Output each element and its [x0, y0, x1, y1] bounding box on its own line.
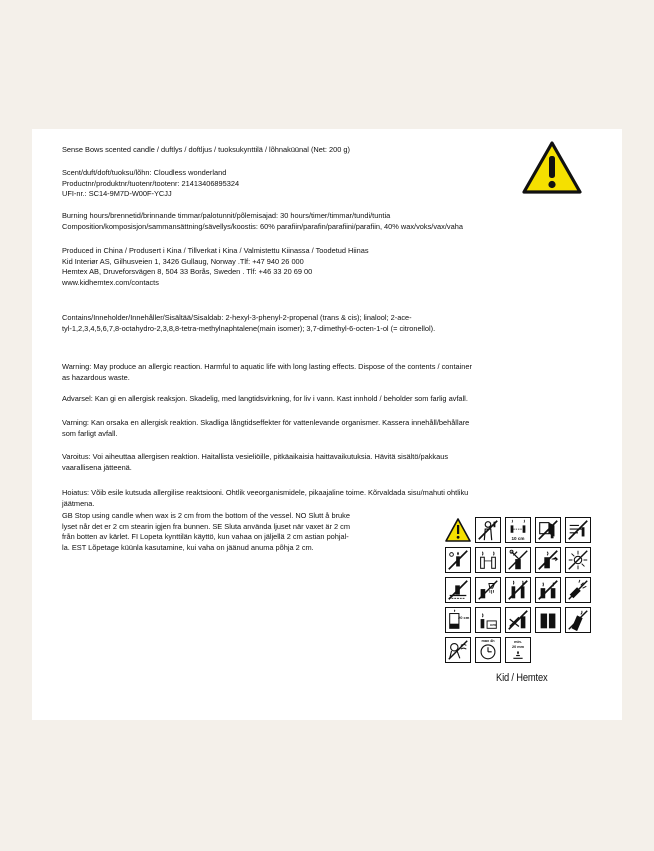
no-blow-sparks-icon — [565, 577, 591, 603]
no-draught-icon — [565, 517, 591, 543]
trim-wick-icon — [505, 547, 531, 573]
no-moving-candle-icon — [535, 547, 561, 573]
composition-line: Composition/komposisjon/sammansättning/sävellys/koostis: 60% parafiin/parafin/parafiini/parafiin, 40% wax/voks/vax/vaha — [62, 221, 463, 231]
warning-en: Warning: May produce an allergic reaction. Harmful to aquatic life with long lasting effects. Dispose of the contents / container as hazardous waste. — [62, 362, 472, 382]
no-flammable-surface-icon — [445, 577, 471, 603]
address-norway-line: Kid Interiør AS, Gilhusveien 1, 3426 Gullaug, Norway .Tlf: +47 940 26 000 — [62, 256, 304, 266]
small-warning-icon — [445, 517, 471, 543]
distance-10cm-icon: 10 cm — [505, 517, 531, 543]
identification-block — [62, 168, 592, 200]
contains-block — [62, 313, 590, 334]
min-20mm-icon: min. 20 mm — [505, 637, 531, 663]
contains-line-2: tyl-1,2,3,4,5,6,7,8-octahydro-2,3,8,8-tetra-methylnaphtalene(main isomer); 3,7-dimethyl-6-octen-1-ol (= citronellol). — [62, 323, 436, 333]
ufi-line: UFI-nr.: SC14-9M7D-W00F-YCJJ — [62, 189, 172, 199]
origin-line: Produced in China / Produsert i Kina / Tillverkat i Kina / Valmistettu Kiinassa / Toodetud Hiinas — [62, 246, 369, 255]
contains-line-1: Contains/Inneholder/Innehåller/Sisältää/Sisaldab: 2-hexyl-3-phenyl-2-propenal (trans & cis); linalool; 2-ace- — [62, 313, 412, 322]
wick-length-icon: cm — [475, 607, 501, 633]
no-water-extinguish-icon — [475, 577, 501, 603]
burning-hours-line: Burning hours/brennetid/brinnande timmar/palotunnit/põlemisajad: 30 hours/timer/timmar/tundi/tuntia — [62, 211, 391, 220]
stop-use-block: GB Stop using candle when wax is 2 cm from the bottom of the vessel. NO Slutt å bruke lyset når det er 2 cm stearin igjen fra bunnen. SE Sluta använda ljuset när vaxet är 2 cm från botten av kärlet. FI Lopeta kynttilän käyttö, kun vahaa on jäljellä 2 cm astian pohjal- la. EST Lõpetage küünla kasutamine, kui vaha on jäänud anuma põhja 2 cm. — [62, 511, 350, 552]
no-burn-near-objects-icon — [505, 577, 531, 603]
no-inhale-smoke-icon — [445, 637, 471, 663]
scent-line: Scent/duft/doft/tuoksu/lõhn: Cloudless wonderland — [62, 168, 227, 177]
website-line: www.kidhemtex.com/contacts — [62, 277, 159, 287]
warning-et: Hoiatus: Võib esile kutsuda allergilise reaktsiooni. Ohtlik veeorganismidele, pikaajaline toime. Kõrvaldada sisu/mahuti ohtliku jäätmena. — [62, 488, 469, 508]
max-4h-clock-icon: max 4h — [475, 637, 501, 663]
product-title: Sense Bows scented candle / duftlys / doftljus / tuoksukynttilä / lõhnaküünal (Net: 200 g) — [62, 145, 350, 154]
warning-fi: Varoitus: Voi aiheuttaa allergisen reaktion. Haitallista vesieliöille, pitkäaikaisia haittavaikutuksia. Hävitä sisältö/pakkaus vaarallisena jätteenä. — [62, 452, 449, 472]
max-burn-height-icon — [475, 547, 501, 573]
safety-icons — [445, 517, 595, 663]
no-tilt-icon — [565, 607, 591, 633]
address-sweden-line: Hemtex AB, Druveforsvägen 8, 504 33 Borås, Sweden . Tlf: +46 33 20 69 00 — [62, 267, 313, 277]
no-close-placement-icon — [535, 607, 561, 633]
no-unattended-icon — [445, 547, 471, 573]
product-label — [32, 129, 622, 720]
no-scissors-flame-icon — [505, 607, 531, 633]
product-number-line: Productnr/produktnr/tuotenr/tootenr: 21413406895324 — [62, 178, 240, 188]
warning-sv: Varning: Kan orsaka en allergisk reaktion. Skadliga långtidseffekter för vattenlevande organismer. Kassera innehåll/behållare som farligt avfall. — [62, 418, 470, 438]
brand-name: Kid / Hemtex — [496, 672, 548, 684]
no-heat-source-icon — [565, 547, 591, 573]
no-pets-icon — [535, 577, 561, 603]
warning-no: Advarsel: Kan gi en allergisk reaksjon. Skadelig, med langtidsvirkning, for liv i vann. Kast innhold / beholder som farlig avfall. — [62, 394, 468, 403]
burn-block — [62, 211, 602, 232]
stop-at-2cm-icon: 20 cm — [445, 607, 471, 633]
no-flammable-materials-icon — [535, 517, 561, 543]
producer-block — [62, 246, 592, 288]
no-children-icon — [475, 517, 501, 543]
